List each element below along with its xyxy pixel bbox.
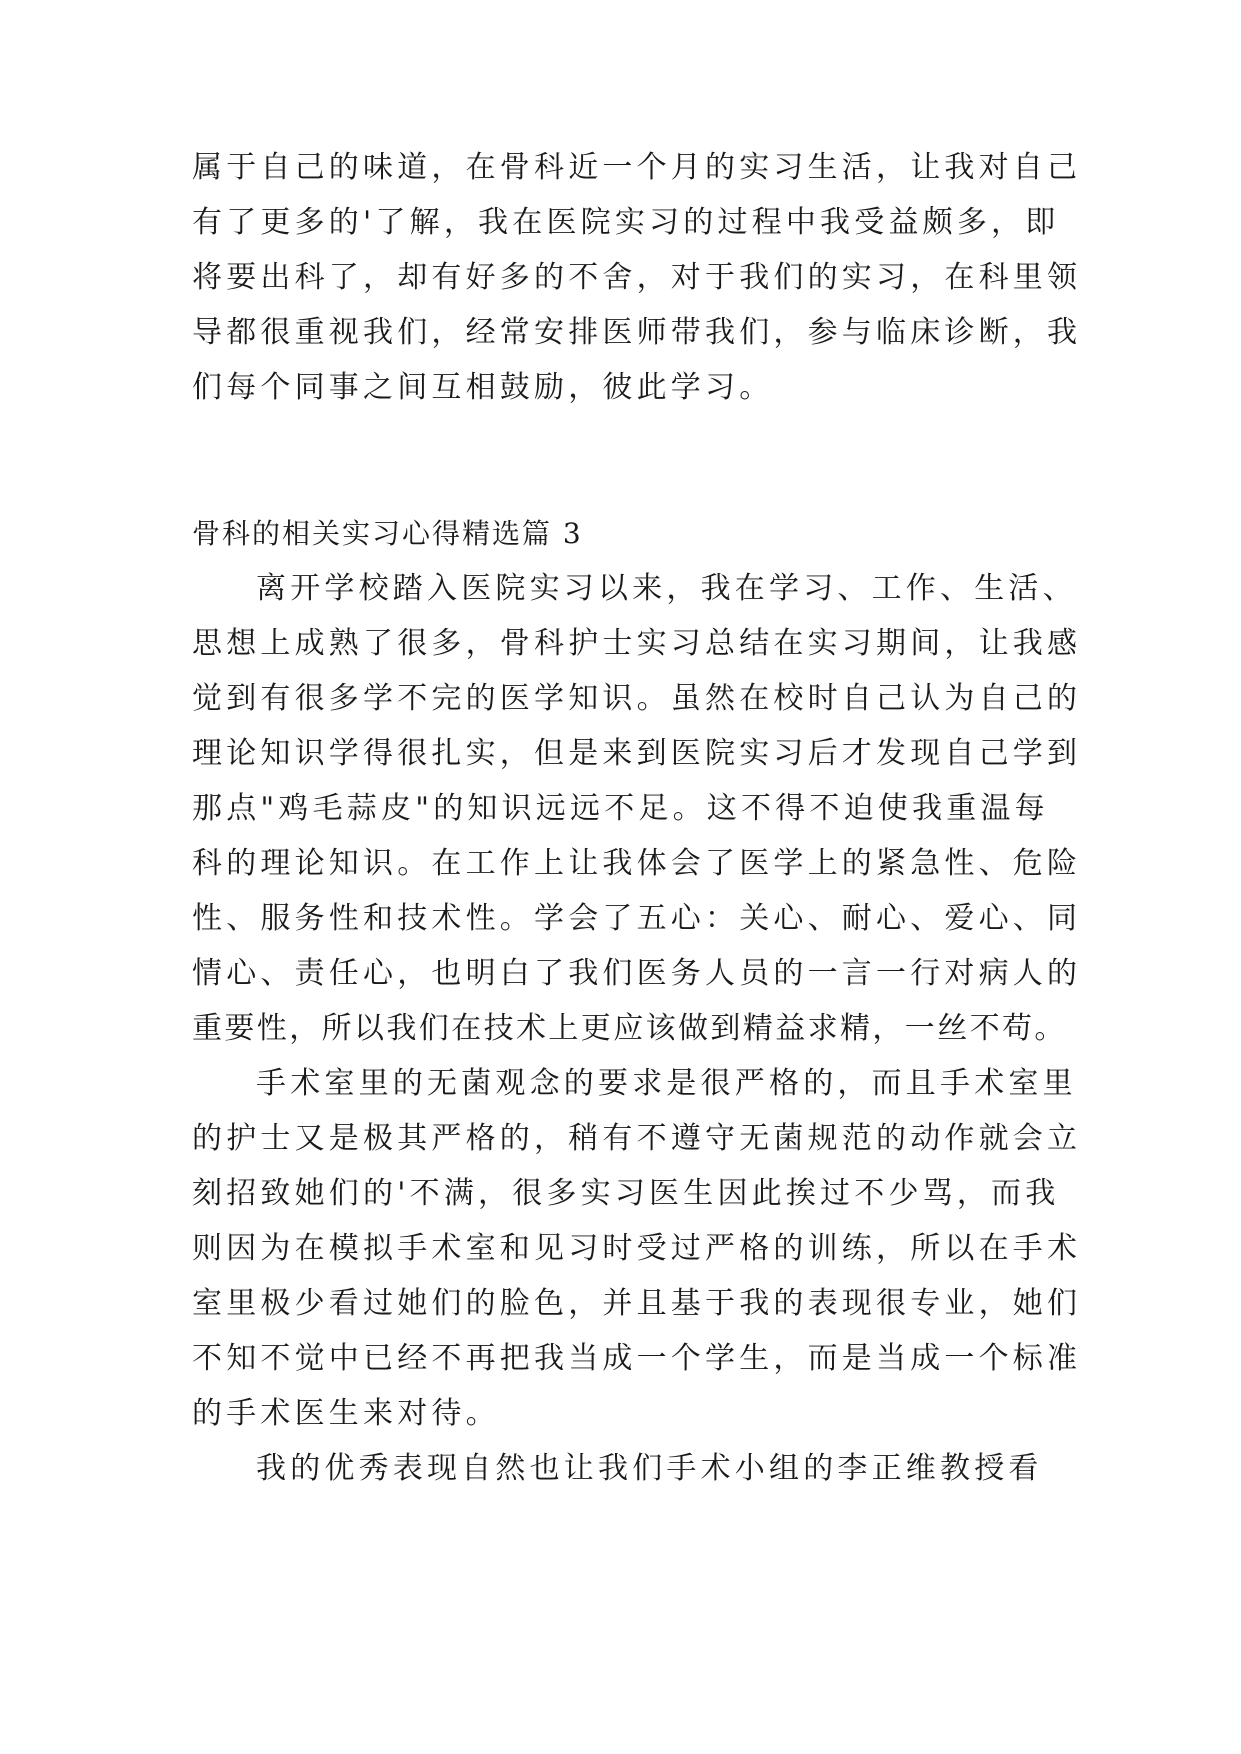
text-line: 离开学校踏入医院实习以来，我在学习、工作、生活、 — [256, 571, 1077, 606]
text-line: 有了更多的'了解，我在医院实习的过程中我受益颇多，即 — [192, 205, 1060, 240]
text-line: 觉到有很多学不完的医学知识。虽然在校时自己认为自己的 — [192, 681, 1082, 716]
text-line: 的手术医生来对待。 — [192, 1396, 500, 1431]
text-line: 将要出科了，却有好多的不舍，对于我们的实习，在科里领 — [192, 260, 1082, 295]
text-line: 属于自己的味道，在骨科近一个月的实习生活，让我对自己 — [192, 150, 1082, 185]
text-line: 不知不觉中已经不再把我当成一个学生，而是当成一个标准 — [192, 1341, 1082, 1376]
text-line: 情心、责任心，也明白了我们医务人员的一言一行对病人的 — [192, 956, 1082, 991]
text-line: 导都很重视我们，经常安排医师带我们，参与临床诊断，我 — [192, 315, 1082, 350]
text-line: 科的理论知识。在工作上让我体会了医学上的紧急性、危险 — [192, 846, 1082, 881]
text-line: 理论知识学得很扎实，但是来到医院实习后才发现自己学到 — [192, 736, 1082, 771]
text-line: 室里极少看过她们的脸色，并且基于我的表现很专业，她们 — [192, 1286, 1082, 1321]
text-line: 的护士又是极其严格的，稍有不遵守无菌规范的动作就会立 — [192, 1121, 1082, 1156]
text-line: 思想上成熟了很多，骨科护士实习总结在实习期间，让我感 — [192, 626, 1082, 661]
text-line: 手术室里的无菌观念的要求是很严格的，而且手术室里 — [256, 1066, 1077, 1101]
text-line: 则因为在模拟手术室和见习时受过严格的训练，所以在手术 — [192, 1231, 1082, 1266]
text-line: 们每个同事之间互相鼓励，彼此学习。 — [192, 370, 774, 405]
text-line: 刻招致她们的'不满，很多实习医生因此挨过不少骂，而我 — [192, 1176, 1060, 1211]
text-line: 我的优秀表现自然也让我们手术小组的李正维教授看 — [256, 1451, 1043, 1486]
text-line: 那点"鸡毛蒜皮"的知识远远不足。这不得不迫使我重温每 — [192, 791, 1049, 826]
text-line: 重要性，所以我们在技术上更应该做到精益求精，一丝不苟。 — [192, 1011, 1067, 1046]
section-heading: 骨科的相关实习心得精选篇 3 — [192, 517, 583, 550]
text-line: 性、服务性和技术性。学会了五心：关心、耐心、爱心、同 — [192, 901, 1082, 936]
